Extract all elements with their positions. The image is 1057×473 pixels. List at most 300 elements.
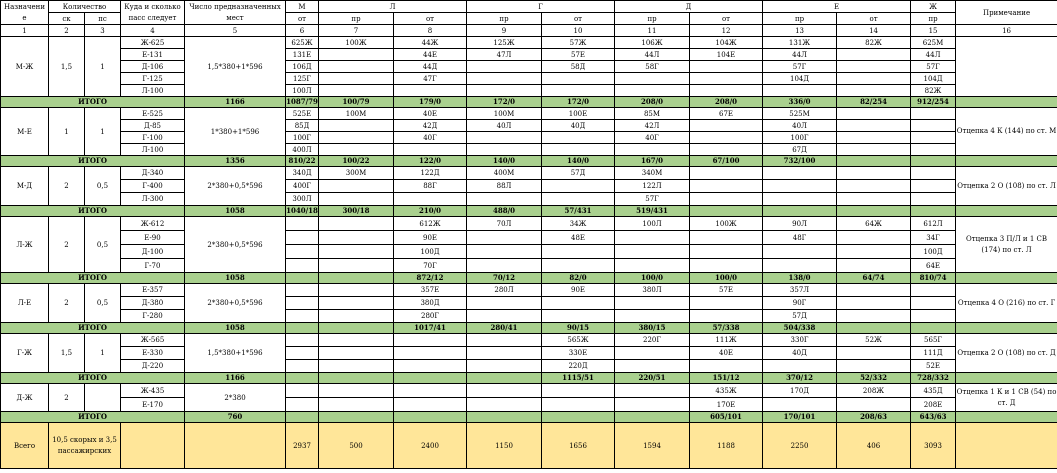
- data-cell: 44Л: [763, 49, 837, 61]
- column-number: 3: [85, 25, 121, 37]
- total-cell: 280/41: [467, 323, 542, 334]
- data-cell: [394, 398, 467, 412]
- total-seats: 1058: [185, 206, 286, 217]
- data-cell: [467, 334, 542, 347]
- table-row: [1, 384, 1057, 398]
- column-number: 4: [121, 25, 185, 37]
- table-row: [1, 284, 1057, 297]
- data-cell: 208Ж: [837, 384, 911, 398]
- data-cell: [615, 259, 690, 273]
- table-row: [1, 334, 1057, 347]
- total-cell: 138/0: [763, 273, 837, 284]
- total-cell: [467, 412, 542, 423]
- data-cell: [467, 61, 542, 73]
- destination-cell: Д-100: [121, 245, 185, 259]
- header-col-zh: Ж: [911, 1, 956, 13]
- data-cell: [911, 284, 956, 297]
- data-cell: [467, 193, 542, 206]
- data-cell: 400Л: [286, 144, 319, 156]
- data-cell: [690, 180, 763, 193]
- data-cell: [286, 217, 319, 231]
- data-cell: 208Е: [911, 398, 956, 412]
- table-row: [1, 193, 1057, 206]
- data-cell: 100Е: [542, 108, 615, 120]
- table-row: [1, 167, 1057, 180]
- data-cell: 220Г: [615, 334, 690, 347]
- data-cell: 57Г: [763, 61, 837, 73]
- total-cell: 208/63: [837, 412, 911, 423]
- data-cell: [837, 310, 911, 323]
- destination-cell: Д-340: [121, 167, 185, 180]
- column-number: 16: [956, 25, 1057, 37]
- total-cell: [286, 273, 319, 284]
- data-cell: 57Е: [542, 49, 615, 61]
- data-cell: [319, 284, 394, 297]
- data-cell: [467, 132, 542, 144]
- destination-cell: Е-330: [121, 347, 185, 360]
- data-cell: 280Л: [467, 284, 542, 297]
- total-seats: 1058: [185, 273, 286, 284]
- header-purpose: Назначени е: [1, 1, 49, 25]
- total-cell: [911, 323, 956, 334]
- data-cell: [911, 310, 956, 323]
- total-cell: 82/254: [837, 97, 911, 108]
- quantity-express: 1,5: [49, 334, 85, 373]
- total-cell: 728/332: [911, 373, 956, 384]
- note-cell: [956, 37, 1057, 97]
- table-row: [1, 37, 1057, 49]
- data-cell: [542, 144, 615, 156]
- data-cell: 90Г: [763, 297, 837, 310]
- total-row: [1, 97, 1057, 108]
- data-cell: [690, 310, 763, 323]
- data-cell: 435Ж: [690, 384, 763, 398]
- destination-cell: Г-70: [121, 259, 185, 273]
- data-cell: 525Е: [286, 108, 319, 120]
- total-cell: 380/15: [615, 323, 690, 334]
- data-cell: [319, 384, 394, 398]
- column-number: 11: [615, 25, 690, 37]
- quantity-express: 2: [49, 384, 85, 412]
- total-note-empty: [956, 412, 1057, 423]
- total-cell: 370/12: [763, 373, 837, 384]
- data-cell: [542, 384, 615, 398]
- data-cell: [615, 384, 690, 398]
- data-cell: [690, 73, 763, 85]
- column-number: 12: [690, 25, 763, 37]
- total-label: ИТОГО: [1, 373, 185, 384]
- data-cell: [763, 259, 837, 273]
- data-cell: 85М: [615, 108, 690, 120]
- header-note: Примечание: [956, 1, 1057, 25]
- table-row: [1, 49, 1057, 61]
- data-cell: 57Д: [542, 167, 615, 180]
- destination-cell: Е-357: [121, 284, 185, 297]
- seats-formula: 2*380+0,5*596: [185, 167, 286, 206]
- data-cell: [763, 245, 837, 259]
- total-cell: [394, 373, 467, 384]
- total-cell: 872/12: [394, 273, 467, 284]
- data-cell: [286, 360, 319, 373]
- data-cell: 64Е: [911, 259, 956, 273]
- data-cell: 34Ж: [542, 217, 615, 231]
- data-cell: 100Ж: [690, 217, 763, 231]
- total-cell: 100/0: [615, 273, 690, 284]
- table-row: [1, 231, 1057, 245]
- quantity-passenger: 0,5: [85, 217, 121, 273]
- table-row: [1, 245, 1057, 259]
- data-cell: 82Ж: [911, 85, 956, 97]
- grand-total-trains: 10,5 скорых и 3,5 пассажирских: [49, 423, 121, 469]
- header-row-1: [1, 1, 1057, 13]
- table-row: [1, 108, 1057, 120]
- data-cell: [319, 73, 394, 85]
- data-cell: 625М: [911, 37, 956, 49]
- total-cell: 1040/18: [286, 206, 318, 215]
- header-col-l: Л: [319, 1, 467, 13]
- grand-total-label: Всего: [1, 423, 49, 469]
- destination-cell: Г-280: [121, 310, 185, 323]
- data-cell: 170Е: [690, 398, 763, 412]
- total-cell: [615, 412, 690, 423]
- data-cell: [690, 231, 763, 245]
- data-cell: [690, 61, 763, 73]
- total-cell: 643/63: [911, 412, 956, 423]
- total-seats: 1356: [185, 156, 286, 167]
- data-cell: 58Г: [615, 61, 690, 73]
- data-cell: 70Г: [394, 259, 467, 273]
- data-cell: [319, 61, 394, 73]
- destination-cell: Е-131: [121, 49, 185, 61]
- data-cell: 42Л: [615, 120, 690, 132]
- data-cell: 357Л: [763, 284, 837, 297]
- note-cell: Отцепка 2 О (108) по ст. Л: [956, 167, 1057, 206]
- data-cell: 330Е: [542, 347, 615, 360]
- header-sk: ск: [49, 13, 85, 25]
- data-cell: 100Д: [911, 245, 956, 259]
- data-cell: [690, 85, 763, 97]
- data-cell: 44Л: [911, 49, 956, 61]
- data-cell: 90Е: [394, 231, 467, 245]
- data-cell: 88Г: [394, 180, 467, 193]
- data-cell: [542, 297, 615, 310]
- data-cell: 44Л: [615, 49, 690, 61]
- data-cell: [837, 284, 911, 297]
- header-g-to: пр: [467, 13, 542, 25]
- data-cell: [319, 334, 394, 347]
- data-cell: [467, 297, 542, 310]
- data-cell: 48Г: [763, 231, 837, 245]
- data-cell: [837, 167, 911, 180]
- data-cell: [319, 347, 394, 360]
- destination-cell: Г-125: [121, 73, 185, 85]
- data-cell: [837, 85, 911, 97]
- destination-cell: Л-100: [121, 144, 185, 156]
- data-cell: [837, 398, 911, 412]
- grand-total-cell: 2250: [763, 423, 837, 469]
- total-seats: 1166: [185, 373, 286, 384]
- header-quantity: Количество: [49, 1, 121, 13]
- data-cell: 40Д: [763, 347, 837, 360]
- destination-cell: Д-106: [121, 61, 185, 73]
- data-cell: 40Е: [394, 108, 467, 120]
- data-cell: [467, 310, 542, 323]
- data-cell: [542, 73, 615, 85]
- total-cell: [286, 373, 319, 384]
- route-name: Д-Ж: [1, 384, 49, 412]
- total-label: ИТОГО: [1, 156, 185, 167]
- seats-formula: 2*380+0,5*596: [185, 284, 286, 323]
- table-row: [1, 120, 1057, 132]
- data-cell: 104Д: [763, 73, 837, 85]
- note-cell: Отцепка 4 О (216) по ст. Г: [956, 284, 1057, 323]
- data-cell: 131Е: [286, 49, 319, 61]
- total-row: [1, 323, 1057, 334]
- data-cell: [690, 259, 763, 273]
- data-cell: [837, 61, 911, 73]
- data-cell: [319, 85, 394, 97]
- data-cell: 57Г: [911, 61, 956, 73]
- total-cell: 1017/41: [394, 323, 467, 334]
- total-cell: 912/254: [911, 97, 956, 108]
- header-zh-to: пр: [911, 13, 956, 25]
- data-cell: 400М: [467, 167, 542, 180]
- total-cell: 52/332: [837, 373, 911, 384]
- seats-formula: 2*380: [185, 384, 286, 412]
- total-cell: [319, 373, 394, 384]
- data-cell: [837, 297, 911, 310]
- data-cell: [763, 360, 837, 373]
- data-cell: [394, 334, 467, 347]
- total-row: [1, 373, 1057, 384]
- table-row: [1, 144, 1057, 156]
- quantity-passenger: 1: [85, 37, 121, 97]
- destination-cell: Д-380: [121, 297, 185, 310]
- data-cell: [911, 120, 956, 132]
- data-cell: [837, 180, 911, 193]
- data-cell: [467, 231, 542, 245]
- data-cell: [467, 360, 542, 373]
- data-cell: 85Д: [286, 120, 319, 132]
- destination-cell: Е-90: [121, 231, 185, 245]
- destination-cell: Г-100: [121, 132, 185, 144]
- data-cell: [319, 144, 394, 156]
- data-cell: 88Л: [467, 180, 542, 193]
- header-l-from: от: [394, 13, 467, 25]
- table-row: [1, 360, 1057, 373]
- data-cell: 40Г: [394, 132, 467, 144]
- data-cell: 100Д: [394, 245, 467, 259]
- data-cell: [319, 49, 394, 61]
- data-cell: [837, 231, 911, 245]
- column-number: 1: [1, 25, 49, 37]
- data-cell: [837, 73, 911, 85]
- total-cell: 172/0: [542, 97, 615, 108]
- data-cell: [615, 245, 690, 259]
- column-number: 10: [542, 25, 615, 37]
- grand-total-cell: 406: [837, 423, 911, 469]
- quantity-passenger: 1: [85, 108, 121, 156]
- data-cell: [615, 347, 690, 360]
- header-g-from: от: [542, 13, 615, 25]
- table-row: [1, 297, 1057, 310]
- header-l-to: пр: [319, 13, 394, 25]
- total-note-empty: [956, 206, 1057, 217]
- data-cell: 52Е: [911, 360, 956, 373]
- data-cell: [763, 180, 837, 193]
- column-number: 6: [286, 25, 319, 37]
- data-cell: [542, 85, 615, 97]
- data-cell: [467, 144, 542, 156]
- data-cell: [615, 231, 690, 245]
- destination-cell: Г-400: [121, 180, 185, 193]
- data-cell: [394, 384, 467, 398]
- total-cell: [763, 206, 837, 217]
- data-cell: [615, 85, 690, 97]
- total-cell: 179/0: [394, 97, 467, 108]
- column-number: 5: [185, 25, 286, 37]
- data-cell: 44Д: [394, 61, 467, 73]
- note-cell: Отцепка 2 О (108) по ст. Д: [956, 334, 1057, 373]
- data-cell: [615, 144, 690, 156]
- header-col-d: Д: [615, 1, 763, 13]
- data-cell: 125Г: [286, 73, 319, 85]
- destination-cell: Л-300: [121, 193, 185, 206]
- total-cell: 810/74: [911, 273, 956, 284]
- total-cell: 1115/51: [542, 373, 615, 384]
- note-cell: Отцепка 3 П/Л и 1 СВ (174) по ст. Л: [956, 217, 1057, 273]
- data-cell: 90Л: [763, 217, 837, 231]
- grand-total-cell: 1656: [542, 423, 615, 469]
- total-note-empty: [956, 323, 1057, 334]
- total-cell: 220/51: [615, 373, 690, 384]
- data-cell: [286, 245, 319, 259]
- total-cell: 122/0: [394, 156, 467, 167]
- data-cell: 100Ж: [319, 37, 394, 49]
- total-cell: [837, 156, 911, 167]
- data-cell: 57Д: [763, 310, 837, 323]
- total-cell: 70/12: [467, 273, 542, 284]
- header-d-from: от: [690, 13, 763, 25]
- data-cell: 340Д: [286, 167, 319, 180]
- table-row: [1, 73, 1057, 85]
- grand-total-empty: [956, 423, 1057, 469]
- total-cell: 67/100: [690, 156, 763, 167]
- total-cell: [319, 323, 394, 334]
- data-cell: 104Ж: [690, 37, 763, 49]
- total-row: [1, 156, 1057, 167]
- data-cell: [319, 245, 394, 259]
- total-cell: [911, 206, 956, 217]
- data-cell: [763, 167, 837, 180]
- data-cell: 34Г: [911, 231, 956, 245]
- total-note-empty: [956, 373, 1057, 384]
- data-cell: [542, 398, 615, 412]
- data-cell: [542, 193, 615, 206]
- total-cell: 605/101: [690, 412, 763, 423]
- total-cell: [286, 412, 319, 423]
- data-cell: 330Г: [763, 334, 837, 347]
- data-cell: 64Ж: [837, 217, 911, 231]
- header-seats: Число предназначенных мест: [185, 1, 286, 25]
- data-cell: 106Д: [286, 61, 319, 73]
- data-cell: 57Е: [690, 284, 763, 297]
- total-cell: 82/0: [542, 273, 615, 284]
- grand-total-cell: 1150: [467, 423, 542, 469]
- data-cell: 122Л: [615, 180, 690, 193]
- destination-cell: Л-100: [121, 85, 185, 97]
- total-cell: 151/12: [690, 373, 763, 384]
- data-cell: [837, 49, 911, 61]
- data-cell: [467, 398, 542, 412]
- header-col-g: Г: [467, 1, 615, 13]
- data-cell: 125Ж: [467, 37, 542, 49]
- data-cell: [467, 85, 542, 97]
- data-cell: 40Г: [615, 132, 690, 144]
- data-cell: [911, 108, 956, 120]
- data-cell: 47Г: [394, 73, 467, 85]
- total-cell: 1087/79: [286, 97, 318, 106]
- total-cell: 172/0: [467, 97, 542, 108]
- data-cell: 52Ж: [837, 334, 911, 347]
- data-cell: [911, 193, 956, 206]
- data-cell: [837, 347, 911, 360]
- total-cell: 100/22: [319, 156, 394, 167]
- data-cell: 47Л: [467, 49, 542, 61]
- total-cell: [286, 323, 319, 334]
- data-cell: [690, 167, 763, 180]
- total-cell: 488/0: [467, 206, 542, 217]
- destination-cell: Ж-565: [121, 334, 185, 347]
- total-cell: [837, 323, 911, 334]
- total-cell: 100/79: [319, 97, 394, 108]
- data-cell: [542, 310, 615, 323]
- data-cell: [911, 180, 956, 193]
- seats-formula: 1,5*380+1*596: [185, 334, 286, 373]
- destination-cell: Ж-435: [121, 384, 185, 398]
- data-cell: 82Ж: [837, 37, 911, 49]
- data-cell: [542, 180, 615, 193]
- data-cell: [319, 193, 394, 206]
- data-cell: 100Г: [286, 132, 319, 144]
- destination-cell: Д-220: [121, 360, 185, 373]
- data-cell: [763, 193, 837, 206]
- total-cell: 208/0: [615, 97, 690, 108]
- column-number: 8: [394, 25, 467, 37]
- column-number: 13: [763, 25, 837, 37]
- data-cell: [690, 297, 763, 310]
- total-cell: [319, 412, 394, 423]
- data-cell: 170Д: [763, 384, 837, 398]
- route-name: М-Д: [1, 167, 49, 206]
- data-cell: [837, 108, 911, 120]
- data-cell: [394, 360, 467, 373]
- header-e-from: от: [837, 13, 911, 25]
- data-cell: [542, 245, 615, 259]
- total-cell: 57/338: [690, 323, 763, 334]
- total-cell: 732/100: [763, 156, 837, 167]
- data-cell: 435Д: [911, 384, 956, 398]
- quantity-express: 2: [49, 217, 85, 273]
- destination-cell: Ж-625: [121, 37, 185, 49]
- data-cell: [319, 180, 394, 193]
- total-cell: [394, 412, 467, 423]
- data-cell: 612Ж: [394, 217, 467, 231]
- data-cell: [286, 384, 319, 398]
- data-cell: [394, 144, 467, 156]
- data-cell: [837, 245, 911, 259]
- data-cell: [615, 297, 690, 310]
